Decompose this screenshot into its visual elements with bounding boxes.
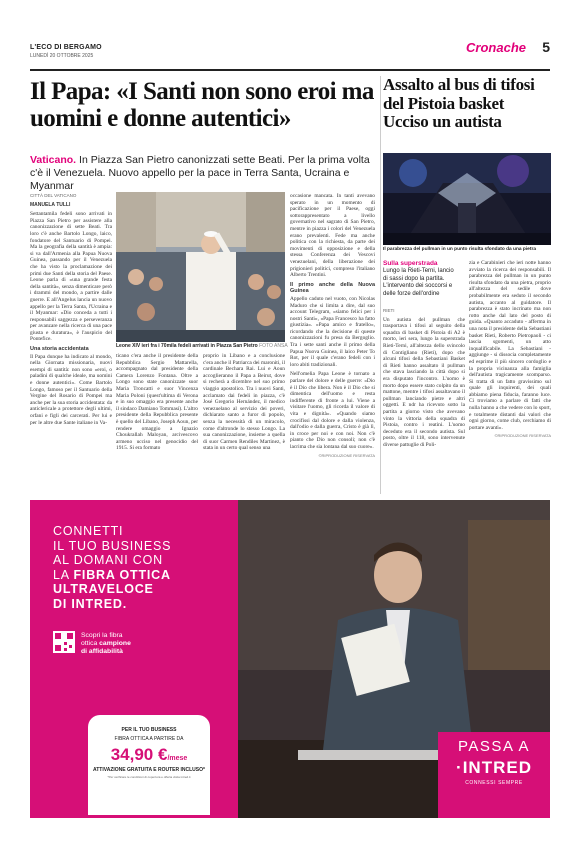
qr-code-graphic [53, 631, 75, 653]
article-paragraph: Appello caduto nel vuoto, con Nicolas Maduro che si limita a dire, dal suo account Telegram, «siamo felici per i nostri Santi», «Papa Francesco ha fatto giustizia». «Papa amico e fratello», ricordando che la decisione di queste canonizzazioni fu presa da Bergoglio. Tra i sette santi anche il primo della Papua Nuova Guinea, il laico Peter To Rot, per il quale c'erano fedeli con i loro abiti tradizionali. [290, 295, 375, 368]
photo-credit: FOTO ANSA [259, 343, 288, 349]
qr-text [81, 632, 191, 656]
byline: MANUELA TULLI [30, 201, 71, 208]
column-divider [380, 76, 381, 494]
intred-logo [438, 758, 550, 778]
qr-text-bold: campione [99, 640, 131, 647]
article-paragraph: proprio in Libano e a conclusione c'era anche il Patriarca dei maroniti, il cardinale Bechara Rai. Lui e Aoun accoglieranno il Papa a Beirut, dove si recherà a dicembre nel suo primo viaggio apostolico. Tra i nuovi Santi, acclamato dai fedeli in piazza, c'è José Gregorio Hernández, il medico venezuelano al servizio dei poveri, dichiarato santo a furor di popolo, senza la necessità di un miracolo, come d'altronde lo stesso Longo. La sua canonizzazione, insieme a quella di suor Carmen Rendiles Martinez, è stata in un certo qual senso una [203, 353, 285, 452]
article-column-4 [290, 193, 375, 459]
page-number: 5 [542, 39, 550, 55]
passa-line-1: PASSA A [458, 738, 530, 755]
side-headline: Assalto al bus di tifosi del Pistoia basket Ucciso un autista [383, 75, 535, 131]
dateline: CITTÀ DEL VATICANO [30, 193, 77, 198]
offer-price-value: 34,90 € [110, 745, 168, 764]
side-dateline: RIETI [383, 308, 395, 313]
main-headline: Il Papa: «I Santi non sono eroi ma uomini e donne autentici» [30, 78, 374, 132]
article-subheading: Una storia accidentata [30, 346, 89, 353]
qr-text-fragment: ottica [81, 640, 100, 647]
main-subhead [30, 154, 378, 193]
qr-text-line: Scopri la fibra [81, 632, 123, 639]
ad-headline-line: AL DOMANI CON [53, 553, 163, 567]
article-paragraph: Il Papa dunque ha indicato al mondo, nella Giornata missionaria, nuovi esempi di santità: non sono «eroi, o paladini di qualche ideale, ma uomini e donne autentici». Come Bartolo Longo, famoso per il Santuario della Vergine del Rosario di Pompei ma anche per la sua storia accidentata: da anticlericale a protettore degli ultimi, orfani e figli dei carcerati. Per lui e per le altre due Sante italiane in Va- [30, 353, 112, 426]
intred-logo-icon: · [456, 758, 463, 777]
ad-headline-fragment: LA [53, 567, 74, 582]
offer-price [88, 745, 210, 765]
qr-text-bold: di affidabilità [81, 648, 123, 655]
offer-box[interactable] [88, 715, 210, 815]
photo-caption-text: Leone XIV ieri fra i 70mila fedeli arrivati in Piazza San Pietro [116, 343, 258, 349]
article-paragraph: occasione mancata. In tanti avevano sperato in un momento di pacificazione per il Paese, oggi sottorappresentato a livello governativo nel sagrato di San Pietro, mentre in piazza i colori del Venezuela erano prevalenti. Fede ma anche politica con la richiesta, da parte dei movimenti di opposizione e della stessa Conferenza dei Vescovi venezuelani, della liberazione dei prigionieri politici, compreso l'italiano Alberto Trentini. [290, 193, 375, 279]
ad-headline [53, 524, 253, 611]
passa-tagline: CONNESSI SEMPRE [465, 780, 523, 786]
offer-price-unit: /mese [167, 755, 188, 762]
article-paragraph: Un autista del pullman che trasportava i tifosi al seguito della squadra di basket di Pistoia di A2 è morto, ieri sera, lungo la superstrada Rieti-Terni, all'altezza dello svincolo di Contigliano (Rieti), dopo che alcuni tifosi della Sebastiani Basket di Rieti hanno assaltato il pullman che stava lasciando la città dopo si era disputato l'incontro. L'uomo è morto dopo essere stato colpito da un mattone, mentre i tifosi assaltavano il pullman lanciando pietre e altri oggetti. E ndr ha ricevuto sotto la partita a giorno visto che avevano vinto la vittoria della squadra di Pistoia, contro i reatini. L'uomo deceduto era il secondo autista. Sul posto, oltre il 118, sono intervenute diverse pattuglie di Poli- [383, 316, 465, 448]
side-column-2 [469, 260, 551, 440]
side-column-1 [383, 308, 465, 448]
bus-photo-image [383, 153, 551, 245]
side-kicker: Sulla superstrada [383, 260, 438, 267]
side-summary: Lungo la Rieti-Terni, lancio di sassi dopo la partita. L'intervento dei soccorsi e delle forze dell'ordine [383, 268, 454, 297]
offer-line: FIBRA OTTICA A PARTIRE DA [114, 736, 184, 742]
intred-logo-text: INTRED [462, 758, 532, 777]
offer-title: PER IL TUO BUSINESS [121, 727, 177, 733]
qr-code-icon[interactable] [53, 631, 75, 653]
ad-headline-bold: FIBRA OTTICA [73, 567, 171, 582]
article-paragraph: ticano c'era anche il presidente della Repubblica Sergio Mattarella, accompagnato dal presidente della Camera Lorenzo Fontana. Oltre a Longo sono state canonizzate suor Maria Troncatti e suor Vincenza Maria Poloni (quest'ultima di Verona e in suo omaggio era presente anche il sindaco Damiano Tommasi). L'altro presidente della Repubblica presente è quello del Libano, Joseph Aoun, per rendere omaggio a Ignazio Choukrallah Maloyan, arcivescovo armeno ucciso nel genocidio del 1915. Si era formato [116, 353, 198, 452]
ad-headline-bold: ULTRAVELOCE [53, 582, 154, 596]
bus-photo-caption: Il parabrezza del pullman in un punto risulta sfondato da una pietra [383, 247, 536, 252]
copyright-note: ©RIPRODUZIONE RISERVATA [318, 452, 375, 458]
copyright-note: ©RIPRODUZIONE RISERVATA [494, 433, 551, 439]
article-paragraph: Settantamila fedeli sono arrivati in Piazza San Pietro per assistere alla canonizzazione di sette Beati. Tra loro c'è anche Bartolo Longo, laico, fondatore del Santuario di Pompei. Ma la geografia della santità è ampia: si va dall'Armenia alla Papua Nuova Guinea, passando per il Venezuela che ha visto la proclamazione dei primi due Santi della storia del Paese. Leone parla di «una grande festa della santità», senza dimenticare però i drammi del mondo, a partire dalle guerre. E all'Angelus lancia un nuovo appello per la Terra Santa, l'Ucraina e il Myanmar: «Dio conceda a tutti i responsabili saggezza e perseveranza per avanzare nella ricerca di una pace giusta e duratura», è l'auspicio del Pontefice. [30, 211, 112, 343]
ad-headline-line [53, 568, 253, 583]
bus-photo [383, 153, 551, 245]
main-subhead-text: In Piazza San Pietro canonizzati sette Beati. Per la prima volta c'è il Venezuela. Nuovo appello per la pace in Terra Santa, Ucraina e Myanmar [30, 154, 370, 192]
ad-headline-line: CONNETTI [53, 524, 124, 538]
offer-fine-print: *Per verificare le condizioni di copertura e offerta visita intred.it [107, 775, 191, 779]
article-column-1 [30, 193, 112, 426]
issue-date: LUNEDÌ 20 OTTOBRE 2025 [30, 53, 94, 59]
main-kicker: Vaticano. [30, 154, 77, 166]
pope-photo [116, 192, 285, 342]
ad-headline-bold: DI INTRED. [53, 596, 127, 611]
offer-extra: ATTIVAZIONE GRATUITA E ROUTER INCLUSO* [93, 767, 205, 773]
article-column-2 [116, 353, 198, 452]
article-subheading: Il primo anche della Nuova Guinea [290, 281, 375, 295]
article-paragraph: zia e Carabinieri che ieri notte hanno avviato la ricerca dei responsabili. Il parabrezza del pullman in un punto risulta sfondato da una pietra, proprio all'altezza del sedile dove probabilmente era seduto il secondo autista, accanto al guidatore. Il parabrezza è stato incrinato ma non rotto anche dal lato del posto di guida. «Quanto accaduto - afferma in una nota il presidente della Sebastiani basket Rieti, Roberto Pietropaoli - ci lascia sgomenti, un atto inqualificabile. La Sebastiani - aggiunge - si dissocia completamente ed esprime il più sincero cordoglio e la propria vicinanza alla famiglia dell'autista tragicamente scomparso. Si tratta di un fatto gravissimo sul quale gli inquirenti, dei quali abbiamo piena fiducia, faranno luce. Ci troviamo a parlare di fatti che nulla hanno a che vedere con lo sport, e totalmente distanti dai valori che ogni giorno, come club, cerchiamo di portare avanti». [469, 260, 551, 431]
article-column-3 [203, 353, 285, 452]
article-paragraph: Nell'omelia Papa Leone è tornato a parlare del dolore e delle guerre: «Dio è il Dio che libera. Non è il Dio che si dimentica dell'uomo e resta indifferente di fronte a lui. Viene a visitare l'uomo, gli ricorda il valore di vita e dignità». «Quando siamo crocifissi dal dolore e dalla violenza, dall'odio e dalla guerra, Cristo è già lì, in croce per noi e con noi. Non c'è pianto che Dio non consoli; non c'è lacrima che sia lontana dal suo cuore». [290, 371, 375, 450]
pope-photo-image [116, 192, 285, 342]
intred-advertisement[interactable] [30, 500, 550, 818]
header-rule [30, 69, 550, 71]
passa-a-intred[interactable] [438, 738, 550, 786]
photo-caption [116, 343, 316, 349]
section-title: Cronache [466, 40, 526, 55]
ad-headline-line: IL TUO BUSINESS [53, 538, 172, 553]
masthead [30, 36, 550, 64]
newspaper-name: L'ECO DI BERGAMO [30, 44, 102, 51]
